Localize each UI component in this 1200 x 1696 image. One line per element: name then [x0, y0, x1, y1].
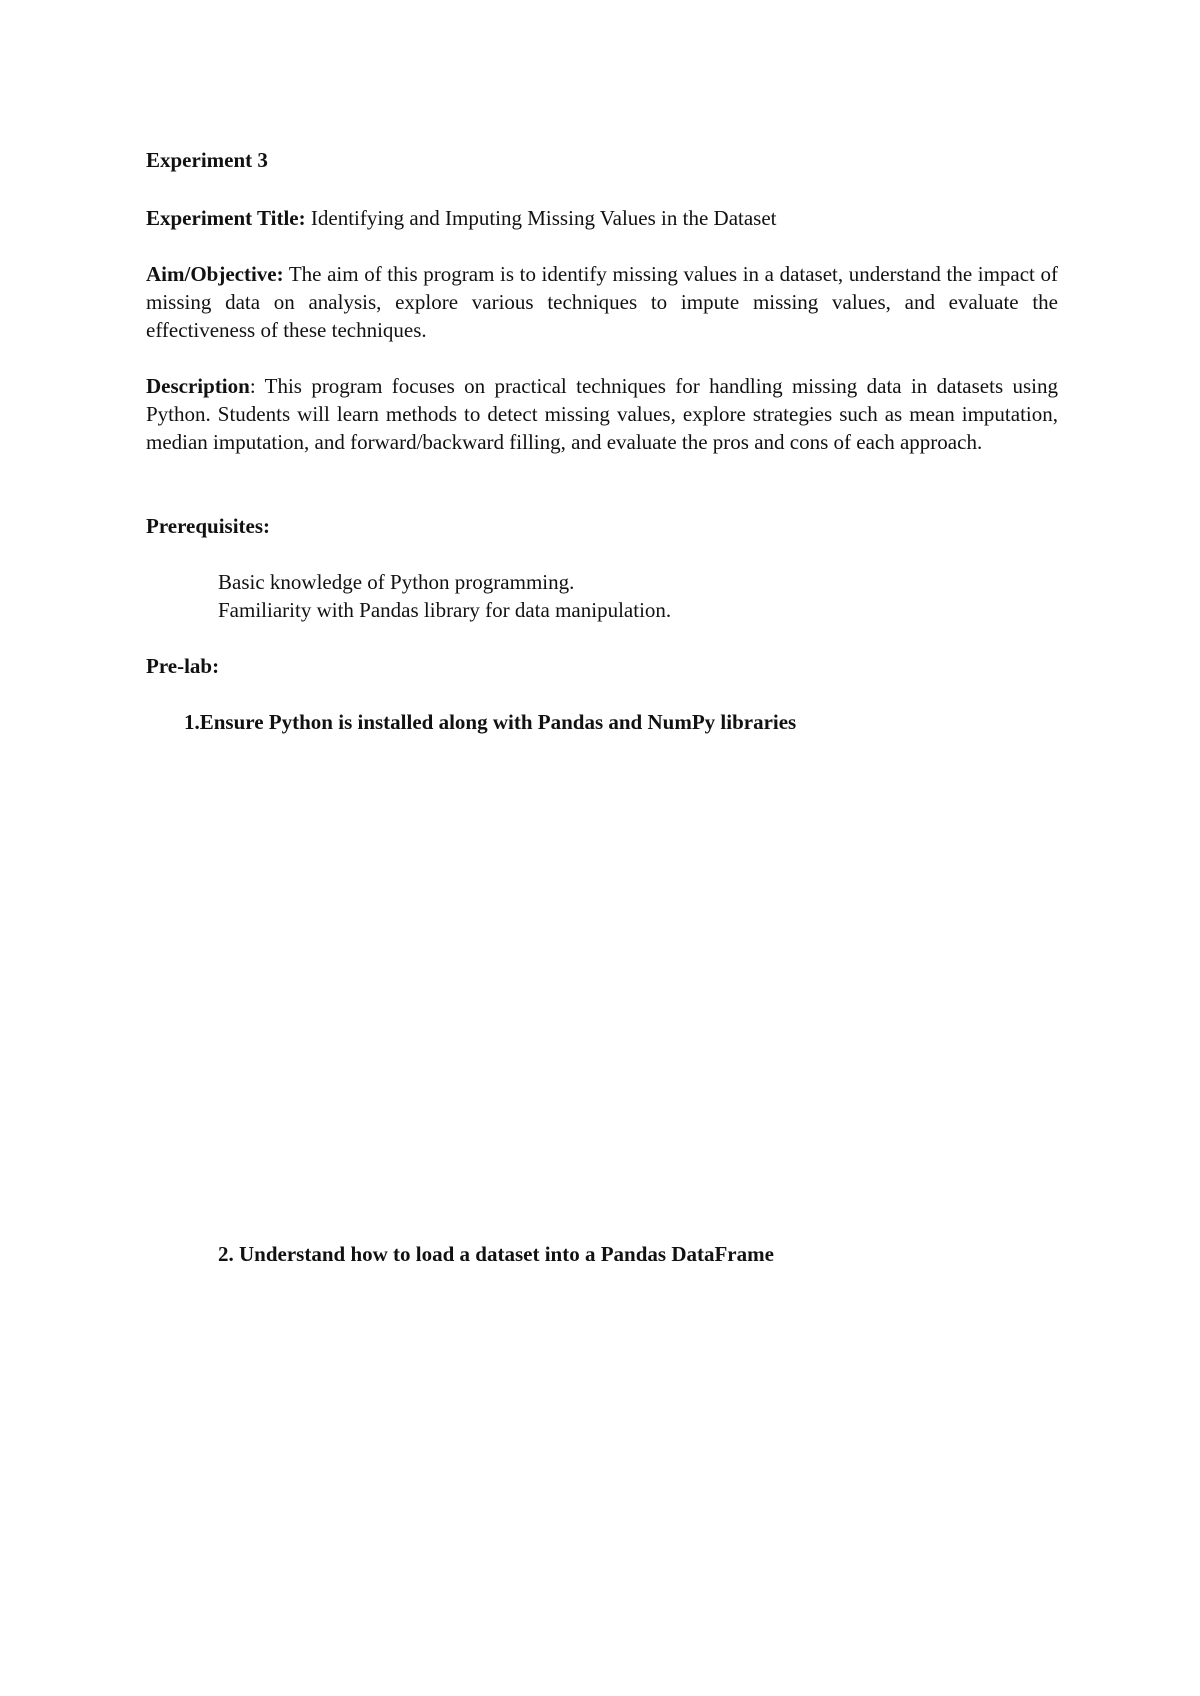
description-label: Description [146, 374, 250, 398]
experiment-heading: Experiment 3 [146, 148, 268, 172]
description-text: : This program focuses on practical techniques for handling missing data in datasets using Python. Students will learn methods to detect missing values, explore strategies such as mean imputation, median imputation, and forward/backward filling, and evaluate the pros and cons of each approach. [146, 374, 1058, 454]
prerequisite-item: Basic knowledge of Python programming. [218, 570, 575, 594]
aim-objective-paragraph [146, 260, 1058, 344]
aim-objective-text: The aim of this program is to identify missing values in a dataset, understand the impact of missing data on analysis, explore various techniques to impute missing values, and evaluate the effectiveness of these techniques. [146, 262, 1058, 342]
experiment-title [146, 204, 1058, 232]
prelab-step-1: 1.Ensure Python is installed along with Pandas and NumPy libraries [184, 710, 797, 734]
aim-objective-label: Aim/Objective: [146, 262, 284, 286]
experiment-title-value: Identifying and Imputing Missing Values in the Dataset [305, 206, 777, 230]
experiment-title-label: Experiment Title: [146, 206, 306, 230]
prerequisites-heading: Prerequisites: [146, 514, 271, 538]
description-paragraph [146, 372, 1058, 456]
prelab-heading: Pre-lab: [146, 654, 220, 678]
prelab-step-2: 2. Understand how to load a dataset into a Pandas DataFrame [218, 1242, 774, 1266]
prerequisite-item: Familiarity with Pandas library for data manipulation. [218, 598, 672, 622]
